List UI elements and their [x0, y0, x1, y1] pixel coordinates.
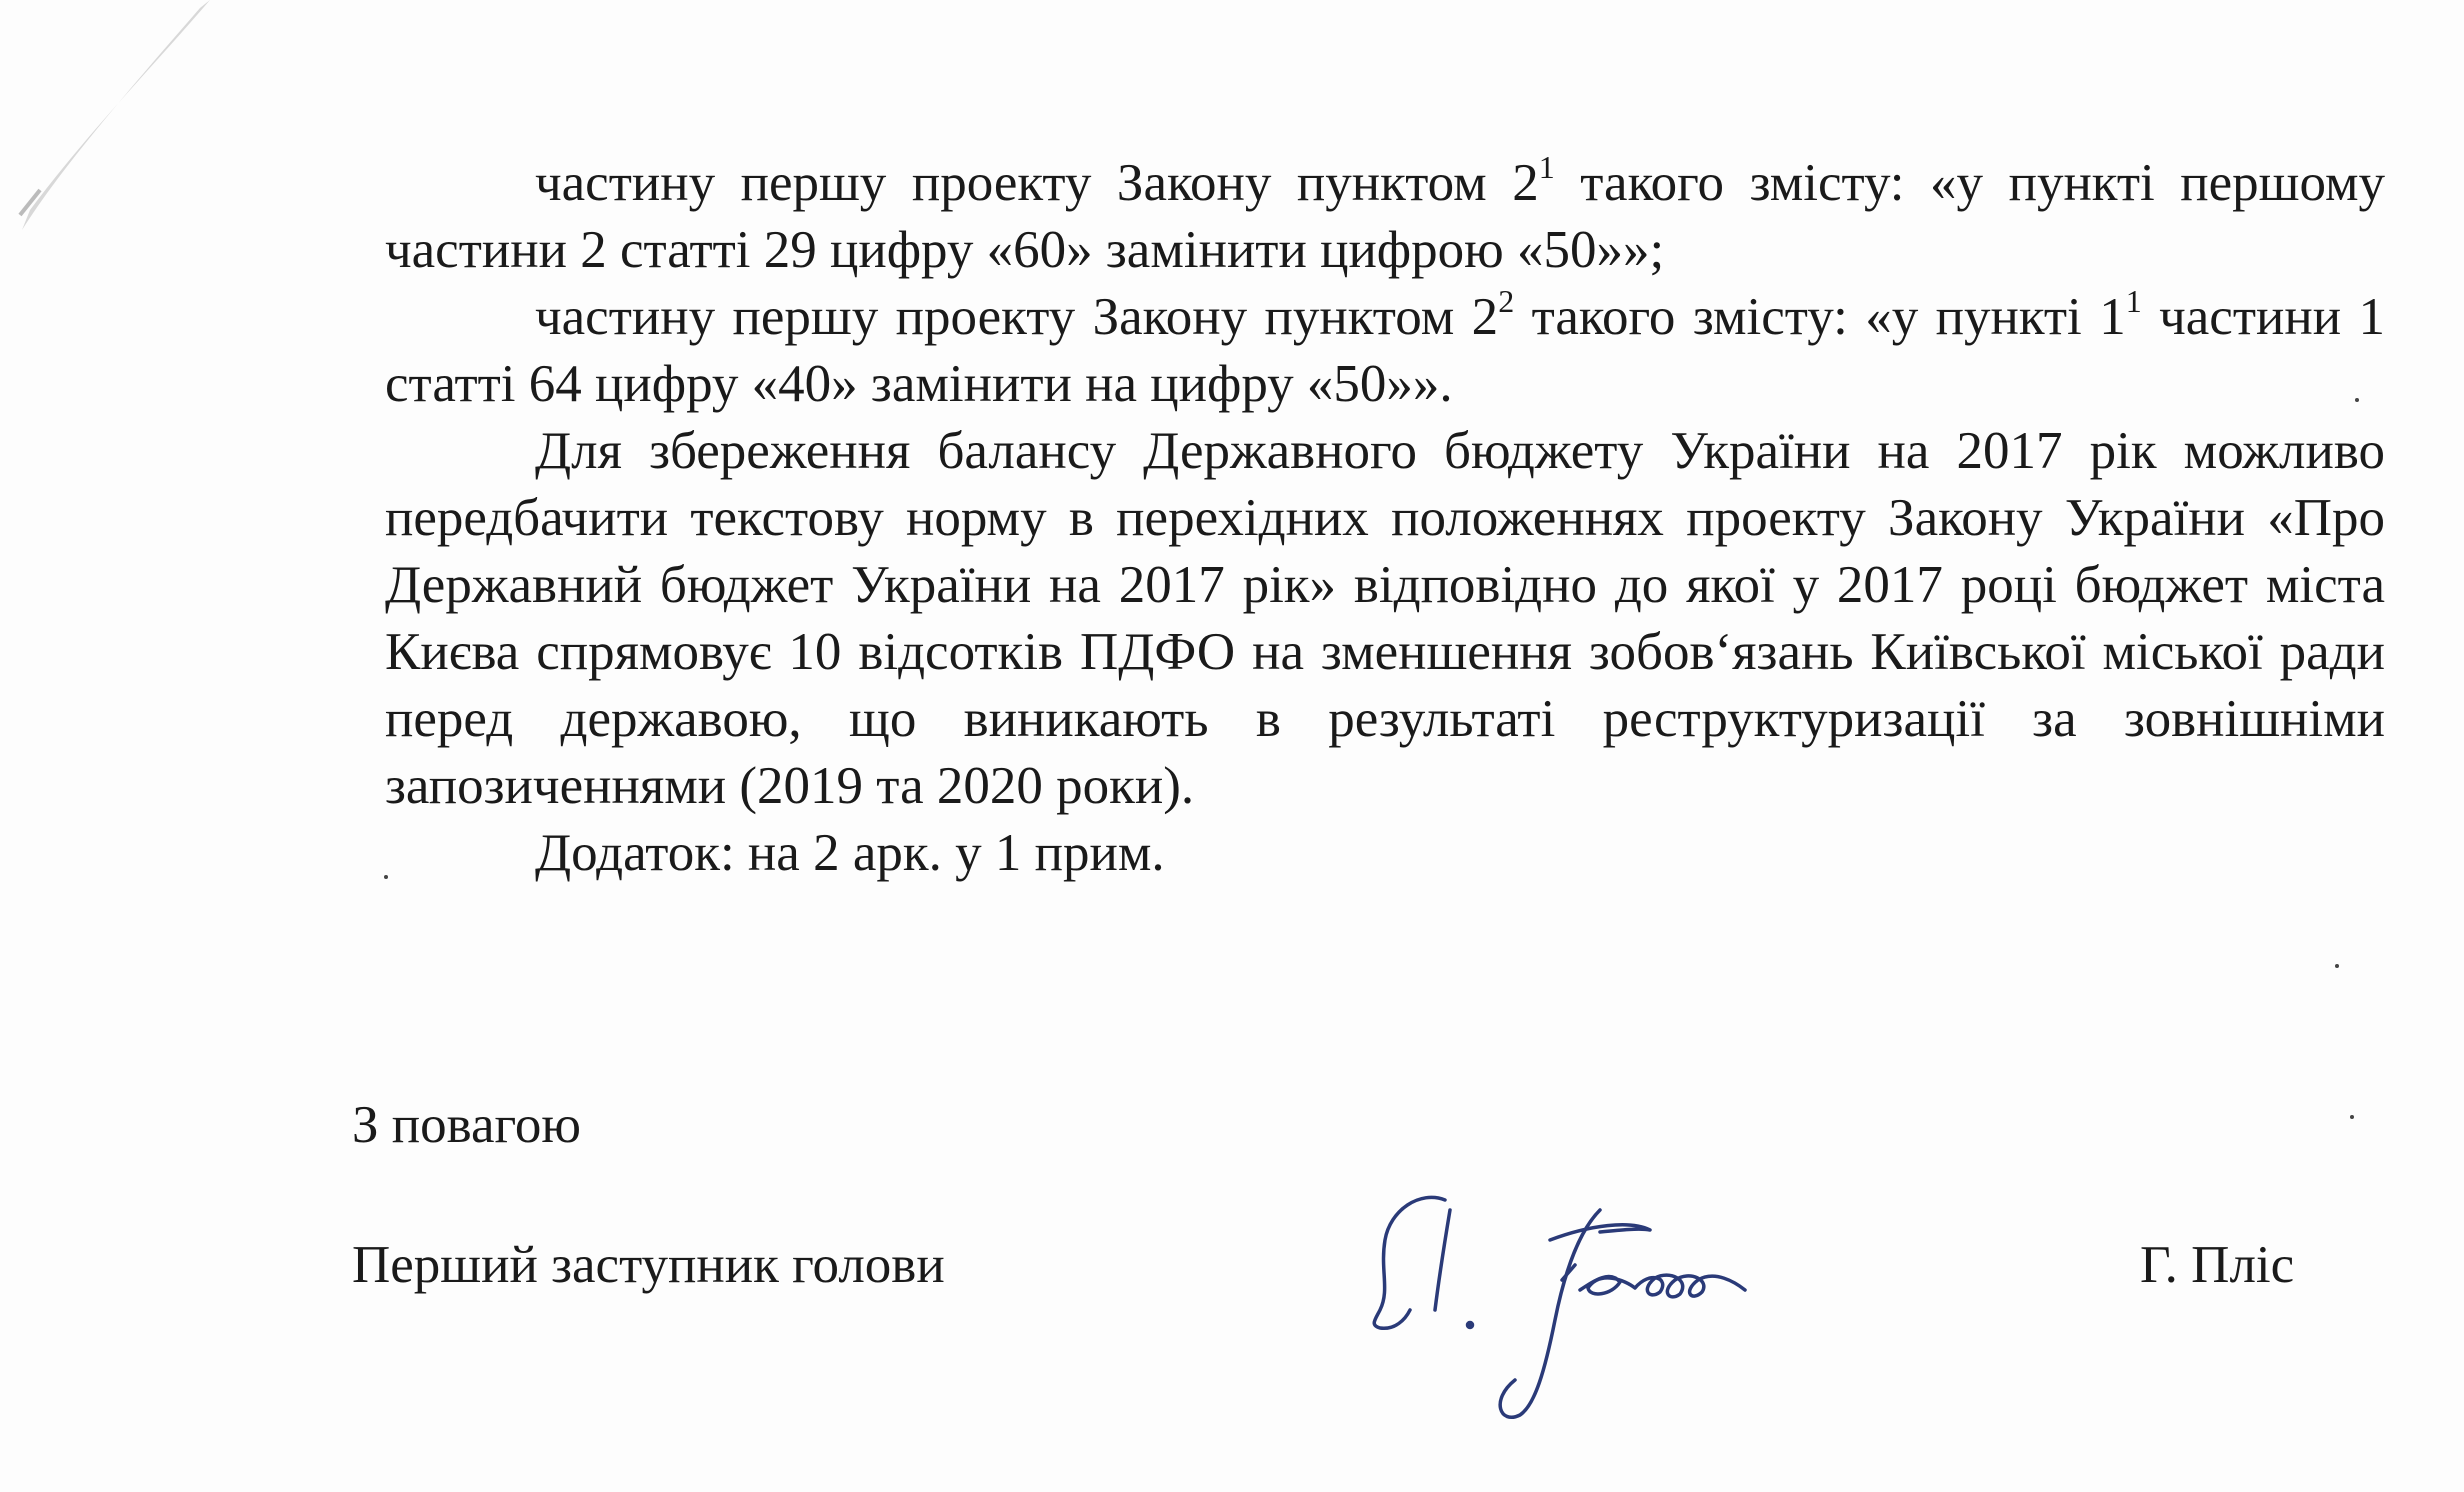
signatory-position: Перший заступник голови [352, 1236, 945, 1294]
scan-edge-shadow [0, 0, 260, 260]
scan-speck [384, 875, 388, 879]
paragraph-amendment-2 [385, 284, 2385, 418]
paragraph-2-superscript-2: 1 [2125, 283, 2142, 319]
closing-phrase: З повагою [352, 1096, 582, 1154]
scan-speck [2335, 964, 2339, 968]
letter-body [385, 150, 2385, 887]
handwritten-signature [1350, 1170, 1990, 1430]
paragraph-2-text-b: такого змісту: «у пункті 1 [1514, 288, 2126, 346]
paragraph-amendment-1 [385, 150, 2385, 284]
paragraph-1-text-b: такого змісту: «у пункті першому частини 2 статті 29 цифру «60» замінити цифрою «50»»; [385, 154, 2385, 279]
paragraph-1-superscript: 1 [1538, 149, 1555, 185]
paragraph-2-superscript: 2 [1498, 283, 1515, 319]
paragraph-2-text-c: частини 1 статті 64 цифру «40» замінити на цифру «50»». [385, 288, 2385, 413]
signatory-name: Г. Пліс [2140, 1236, 2295, 1294]
paragraph-1-text-a: частину першу проекту Закону пунктом 2 [535, 154, 1539, 212]
scan-speck [2350, 1115, 2354, 1119]
paragraph-attachment: Додаток: на 2 арк. у 1 прим. [535, 824, 1165, 882]
scan-speck [2355, 398, 2359, 402]
paragraph-2-text-a: частину першу проекту Закону пунктом 2 [535, 288, 1499, 346]
paragraph-budget-balance: Для збереження балансу Державного бюджету України на 2017 рік можливо передбачити текстову норму в перехідних положеннях проекту Закону України «Про Державний бюджет України на 2017 рік» відповідно до якої у 2017 році бюджет міста Києва спрямовує 10 відсотків ПДФО на зменшення зобов‘язань Київської міської ради перед державою, що виникають в результаті реструктуризації за зовнішніми запозиченнями (2019 та 2020 роки). [385, 422, 2385, 815]
